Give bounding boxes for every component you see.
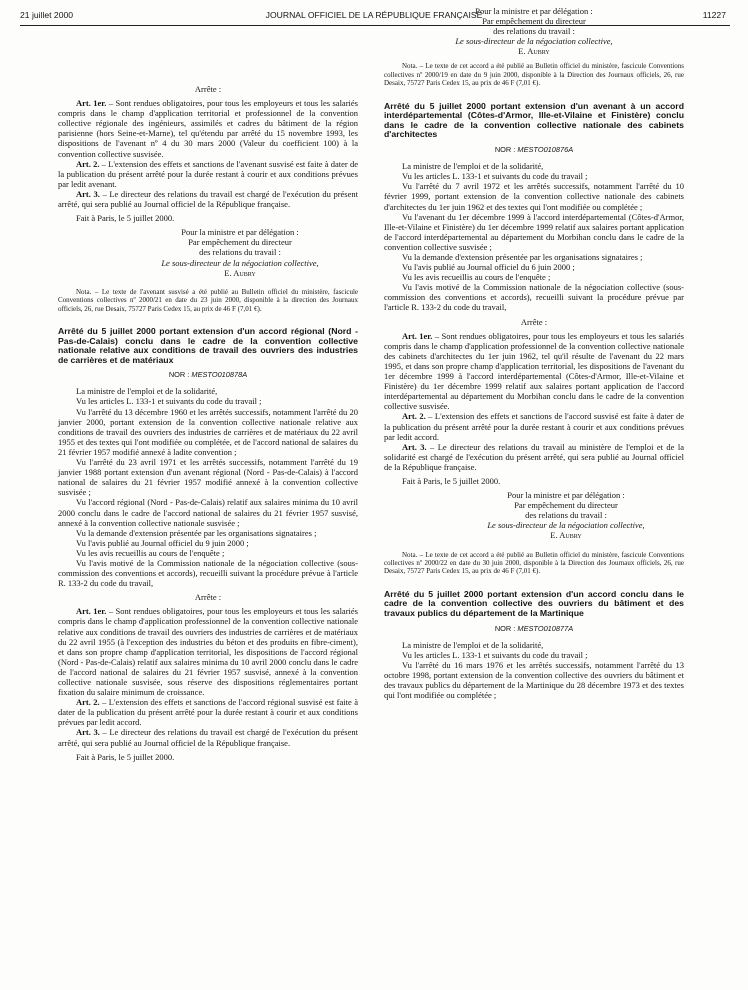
- paragraph: Vu les articles L. 133-1 et suivants du code du travail ;: [402, 171, 588, 182]
- article-lead: Art. 2.: [76, 158, 100, 169]
- paragraph: Vu les articles L. 133-1 et suivants du code du travail ;: [402, 649, 588, 660]
- arrete-label: Arrête :: [194, 592, 222, 603]
- signature-line: des relations du travail :: [525, 510, 607, 521]
- nor-reference: [384, 624, 684, 634]
- nor-reference: [384, 145, 684, 155]
- signature-line: Pour la ministre et par délégation :: [475, 6, 593, 16]
- article-lead: Art. 2.: [402, 411, 426, 422]
- fait-a-paris: Fait à Paris, le 5 juillet 2000.: [76, 213, 175, 224]
- signature-title: Le sous-directeur de la négociation collective,: [455, 36, 613, 47]
- page-number: 11227: [702, 10, 726, 20]
- paragraph: Vu l'arrêté du 16 mars 1976 et les arrêtés successifs, notamment l'arrêté du 13 octobre 1998, portant extension de la convention collective des ouvriers du bâtiment et des travaux publics du département de la Martinique du 28 décembre 1973 et des textes qui l'ont modifiée ou complétée ;: [384, 659, 684, 701]
- paragraph: Vu la demande d'extension présentée par les organisations signataires ;: [76, 527, 317, 538]
- nota: Nota. – Le texte de cet accord a été publié au Bulletin officiel du ministère, fascicule Conventions collectives nº 2000/19 en date du 9 juin 2000, disponible à la Direction des Journaux officiels, 26, rue Desaix, 75727 Paris Cedex 15, au prix de 46 F (7,01 €).: [384, 62, 684, 88]
- signatory-name: E. Aubry: [518, 46, 550, 57]
- article-text: – Sont rendues obligatoires, pour tous les employeurs et tous les salariés compris dans le champ d'application territorial et professionnel de la convention collective régionale des ingénieurs, assimilés et cadres du bâtiment de la région parisienne (hors Seine-et-Marne), tel qu'étendu par arrêté du 15 novembre 1993, les dispositions de l'avenant nº 4 du 30 mars 2000 (Valeur du coefficient 100) à la convention collective susvisée.: [58, 98, 358, 159]
- paragraph: La ministre de l'emploi et de la solidarité,: [402, 161, 544, 172]
- nor-reference: [58, 370, 358, 380]
- article-lead: Art. 1er.: [402, 330, 433, 341]
- paragraph: La ministre de l'emploi et de la solidarité,: [76, 386, 218, 397]
- header-date: 21 juillet 2000: [20, 10, 74, 20]
- article-1: [58, 98, 358, 159]
- article-lead: Art. 1er.: [76, 98, 107, 109]
- signature-line: Par empêchement du directeur: [514, 500, 618, 511]
- decree-heading: Arrêté du 5 juillet 2000 portant extension d'un accord régional (Nord - Pas-de-Calais) conclu dans le cadre de la convention collective nationale relative aux conditions de travail des ouvriers des industries de carrières et de matériaux: [58, 325, 358, 365]
- signatory-name: E. Aubry: [224, 267, 256, 278]
- article-2: [384, 411, 684, 441]
- nor-code: MESTO010876A: [517, 145, 574, 155]
- paragraph: Vu les articles L. 133-1 et suivants du code du travail ;: [76, 396, 262, 407]
- signature-line: Pour la ministre et par délégation :: [507, 490, 625, 501]
- signatory-name: E. Aubry: [550, 530, 582, 541]
- nota: Nota. – Le texte de l'avenant susvisé a été publié au Bulletin officiel du ministère, fascicule Conventions collectives nº 2000/21 en date du 23 juin 2000, disponible à la direction des Journaux officiels, 26, rue Desaix, 75727 Paris Cedex 15, au prix de 46 F (7,01 €).: [58, 287, 358, 313]
- signature-line: Par empêchement du directeur: [188, 237, 292, 248]
- left-column: [58, 84, 358, 762]
- article-text: – Le directeur des relations du travail est chargé de l'exécution du présent arrêté, qui sera publié au Journal officiel de la République française.: [58, 188, 358, 210]
- signature-block: [58, 227, 358, 277]
- article-text: – L'extension des effets et sanctions de l'avenant susvisé est faite à dater de la publication du présent arrêté pour la durée restant à courir et aux conditions prévues par ledit avenant.: [58, 158, 358, 189]
- paragraph: Vu l'avis motivé de la Commission nationale de la négociation collective (sous-commission des conventions et accords), recueilli suivant la procédure prévue par l'article R. 133-2 du code du travail,: [384, 282, 684, 313]
- signature-block: [384, 6, 684, 56]
- article-text: – Sont rendues obligatoires, pour tous les employeurs et tous les salariés compris dans le champ d'application professionnel de la convention collective nationale relative aux conditions de travail des ouvriers des industries de carrières et de matériaux du 22 avril 1955 (à l'exception des industries du béton et des produits en fibre-ciment), et dans son propre champ d'application territorial, les dispositions de l'accord régional (Nord - Pas-de-Calais) relatif aux salaires minima du 10 avril 2000 conclu dans le cadre de l'accord national de salaires du 21 février 1957 susvisé, annexé à la convention collective nationale susvisée, sous réserve des dispositions réglementaires portant fixation du salaire minimum de croissance.: [58, 606, 358, 698]
- article-lead: Art. 3.: [76, 188, 100, 199]
- signature-line: des relations du travail :: [199, 247, 281, 258]
- article-lead: Art. 1er.: [76, 606, 107, 617]
- paragraph: Vu l'avenant du 1er décembre 1999 à l'accord interdépartemental (Côtes-d'Armor, Ille-et-Vilaine et Finistère) du 1er décembre 1999 relatif aux salaires portant application de l'accord interdépartemental au département du Morbihan conclu dans le cadre de la convention collective susvisée ;: [384, 211, 684, 252]
- fait-a-paris: Fait à Paris, le 5 juillet 2000.: [402, 475, 501, 486]
- article-3: [384, 442, 684, 472]
- paragraph: Vu l'avis publié au Journal officiel du 6 juin 2000 ;: [402, 262, 575, 273]
- paragraph: Vu les avis recueillis au cours de l'enquête ;: [402, 272, 551, 283]
- article-1: [384, 331, 684, 412]
- nor-code: MESTO010878A: [191, 370, 248, 380]
- signature-line: Par empêchement du directeur: [482, 16, 586, 27]
- paragraph: La ministre de l'emploi et de la solidarité,: [402, 639, 544, 650]
- article-lead: Art. 3.: [402, 441, 427, 452]
- article-text: – Sont rendues obligatoires, pour tous les employeurs et tous les salariés compris dans le champ d'application professionnel de la convention collective nationale des cabinets d'architectes du 1er juin 1962, tel qu'il résulte de l'avenant du 22 mars 1995, et dans son propre champ d'application territorial, les dispositions de l'avenant du 1er décembre 1999 à l'accord interdépartemental (Côtes-d'Armor, Ille-et-Vilaine et Finistère) du 1er décembre 1999 relatif aux salaires portant application de l'accord interdépartemental au département du Morbihan conclu dans le cadre de la convention collective susvisée.: [384, 330, 684, 412]
- paragraph: Vu la demande d'extension présentée par les organisations signataires ;: [402, 252, 643, 262]
- signature-title: Le sous-directeur de la négociation collective,: [487, 520, 645, 531]
- header-title: JOURNAL OFFICIEL DE LA RÉPUBLIQUE FRANÇAISE: [265, 10, 483, 20]
- article-text: – L'extension des effets et sanctions de l'accord susvisé est faite à dater de la publication du présent arrêté pour la durée restant à courir et aux conditions prévues par ledit accord.: [384, 411, 684, 442]
- nota: Nota. – Le texte de cet accord a été publié au Bulletin officiel du ministère, fascicule Conventions collectives nº 2000/22 en date du 30 juin 2000, disponible à la Direction des Journaux officiels, 26, rue Desaix, 75727 Paris Cedex 15, au prix de 46 F (7,01 €).: [384, 550, 684, 576]
- nor-label: NOR :: [494, 623, 518, 633]
- paragraph: Vu les avis recueillis au cours de l'enquête ;: [76, 547, 225, 558]
- article-text: – Le directeur des relations du travail est chargé de l'exécution du présent arrêté, qui sera publié au Journal officiel de la République française.: [58, 727, 358, 748]
- decree-heading: Arrêté du 5 juillet 2000 portant extension d'un avenant à un accord interdépartemental (Côtes-d'Armor, Ille-et-Vilaine et Finistère) conclu dans le cadre de la convention collective nationale des cabinets d'architectes: [384, 100, 684, 140]
- paragraph: Vu l'arrêté du 13 décembre 1960 et les arrêtés successifs, notamment l'arrêté du 20 janvier 2000, portant extension de la convention collective nationale relative aux conditions de travail des ouvriers des industries de carrières et de matériaux du 22 avril 1955 et des textes qui l'ont modifiée ou complétée, et de l'accord national de salaires du 21 février 1957 modifié annexé à ladite convention ;: [58, 406, 358, 457]
- signature-title: Le sous-directeur de la négociation collective,: [161, 257, 319, 268]
- paragraph: Vu l'accord régional (Nord - Pas-de-Calais) relatif aux salaires minima du 10 avril 2000 conclu dans le cadre de l'accord national de salaires du 21 février 1957 susvisé, annexé à la convention collective nationale susvisée ;: [58, 497, 358, 528]
- paragraph: Vu l'avis publié au Journal officiel du 9 juin 2000 ;: [76, 537, 249, 548]
- signature-block: [384, 490, 684, 540]
- article-text: – L'extension des effets et sanctions de l'accord régional susvisé est faite à dater de la publication du présent arrêté pour la durée restant à courir et aux conditions prévues par ledit accord.: [58, 697, 358, 728]
- right-column: [384, 6, 684, 701]
- article-lead: Art. 3.: [76, 727, 100, 738]
- nor-label: NOR :: [168, 370, 192, 380]
- article-text: – Le directeur des relations du travail au ministère de l'emploi et de la solidarité est chargé de l'exécution du présent arrêté, qui sera publié au Journal officiel de la République française.: [384, 441, 684, 472]
- signature-line: des relations du travail :: [493, 26, 575, 37]
- article-3: [58, 727, 358, 747]
- article-3: [58, 189, 358, 209]
- nor-code: MESTO010877A: [517, 623, 574, 633]
- article-2: [58, 159, 358, 189]
- article-lead: Art. 2.: [76, 697, 100, 708]
- paragraph: Vu l'arrêté du 7 avril 1972 et les arrêtés successifs, notamment l'arrêté du 10 février 1999, portant extension de la convention collective nationale des cabinets d'architectes du 1er juin 1962 et des textes qui l'ont modifiée ou complétée ;: [384, 181, 684, 212]
- signature-line: Pour la ministre et par délégation :: [181, 227, 299, 238]
- article-2: [58, 697, 358, 727]
- fait-a-paris: Fait à Paris, le 5 juillet 2000.: [76, 751, 175, 762]
- decree-heading: Arrêté du 5 juillet 2000 portant extension d'un accord conclu dans le cadre de la convention collective des ouvriers du bâtiment et des travaux publics du département de la Martinique: [384, 588, 684, 618]
- arrete-label: Arrête :: [520, 316, 548, 327]
- nor-label: NOR :: [494, 145, 518, 155]
- paragraph: Vu l'avis motivé de la Commission nationale de la négociation collective (sous-commission des conventions et accords), recueilli suivant la procédure prévue à l'article R. 133-2 du code du travail,: [58, 557, 358, 589]
- paragraph: Vu l'arrêté du 23 avril 1971 et les arrêtés successifs, notamment l'arrêté du 19 janvier 1988 portant extension d'un avenant régional (Nord - Pas-de-Calais) à l'accord national de salaires du 21 février 1957 modifié annexé à la convention collective susvisée ;: [58, 457, 358, 498]
- arrete-label: Arrête :: [194, 84, 222, 94]
- article-1: [58, 606, 358, 697]
